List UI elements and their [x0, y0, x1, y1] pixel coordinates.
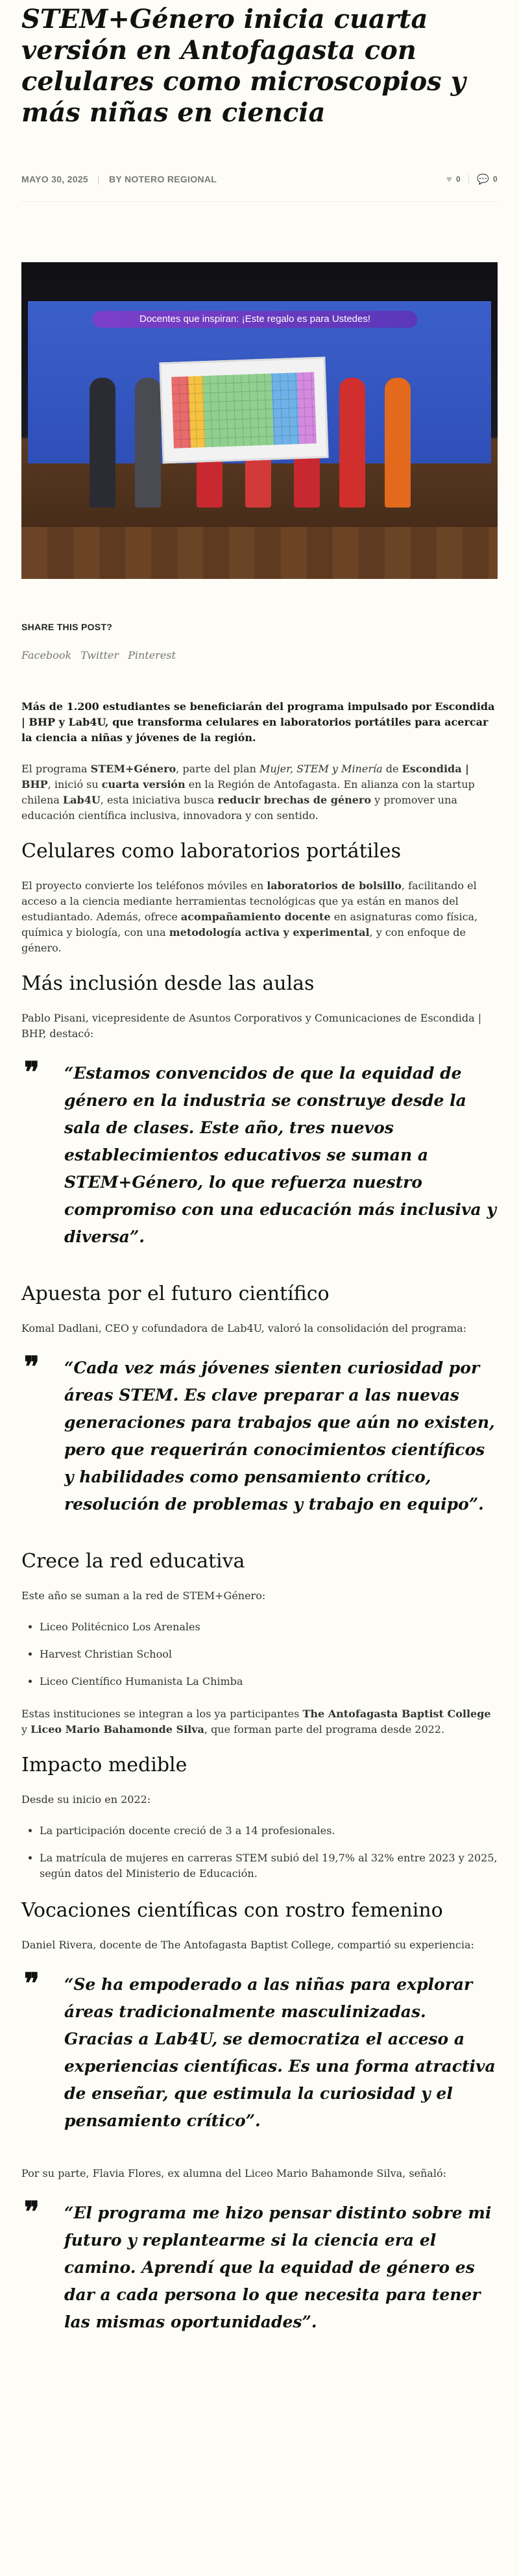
like-button[interactable]	[446, 174, 461, 185]
text-bold: metodología activa y experimental	[169, 926, 370, 938]
article-lead: Más de 1.200 estudiantes se beneficiarán del programa impulsado por Escondida | BHP y Lab4U, que transforma celulares en laboratorios portátiles para acercar la ciencia a niñas y jóvenes de la región.	[21, 700, 495, 744]
blockquote	[21, 1351, 498, 1518]
paragraph: Desde su inicio en 2022:	[21, 1793, 151, 1806]
text: , parte del plan	[176, 763, 260, 775]
text-bold: Liceo Mario Bahamonde Silva	[30, 1723, 204, 1736]
text-bold: reducir brechas de género	[217, 794, 372, 806]
quote-text: “Cada vez más jóvenes sienten curiosidad por áreas STEM. Es clave preparar a las nuevas generaciones para trabajos que aún no existen, pero que requerirán conocimientos científicos y habilidades como pensamiento crítico, resolución de problemas y trabajo en equipo”.	[64, 1358, 495, 1514]
quote-text: “Se ha empoderado a las niñas para explorar áreas tradicionalmente masculinizadas. Gracias a Lab4U, se democratiza el acceso a experiencias científicas. Es una forma atractiva de enseñar, que estimula la curiosidad y el pensamiento crítico”.	[64, 1975, 496, 2130]
share-pinterest-link[interactable]: Pinterest	[128, 649, 176, 661]
text-bold: Lab4U	[62, 794, 101, 806]
section-heading: Crece la red educativa	[21, 1550, 245, 1573]
text-bold: cuarta versión	[101, 778, 186, 791]
article-title: STEM+Género inicia cuarta versión en Antofagasta con celulares como microscopios y más niñas en ciencia	[21, 4, 466, 128]
periodic-table-board	[159, 357, 328, 464]
share-facebook-link[interactable]: Facebook	[21, 649, 72, 661]
text: y promover una educación científica inclusiva, innovadora y con sentido.	[21, 794, 457, 822]
hero-person	[385, 378, 411, 508]
text: , inició su	[47, 778, 102, 791]
article-date[interactable]: MAYO 30, 2025	[21, 174, 89, 184]
paragraph: Daniel Rivera, docente de The Antofagasta Baptist College, compartió su experiencia:	[21, 1939, 474, 1951]
section-heading: Más inclusión desde las aulas	[21, 972, 315, 995]
text: Estas instituciones se integran a los ya participantes	[21, 1708, 303, 1720]
quote-text: “El programa me hizo pensar distinto sobre mi futuro y replantearme si la ciencia era el camino. Aprendí que la equidad de género es dar a cada persona lo que necesita para tener las mismas oportunidades”.	[64, 2203, 492, 2331]
like-count: 0	[456, 175, 461, 184]
section-heading: Celulares como laboratorios portátiles	[21, 840, 401, 863]
quote-icon: ❞	[24, 2196, 40, 2229]
list-item: • La matrícula de mujeres en carreras STEM subió del 19,7% al 32% entre 2023 y 2025, según datos del Ministerio de Educación.	[40, 1850, 498, 1882]
comment-button[interactable]	[477, 173, 498, 185]
text-bold: Escondida | BHP	[21, 763, 469, 791]
paragraph	[21, 761, 498, 824]
list-item: • La participación docente creció de 3 a 14 profesionales.	[40, 1823, 498, 1839]
text: de	[382, 763, 402, 775]
share-links	[21, 649, 498, 661]
article-body	[21, 699, 498, 2336]
article-meta	[21, 166, 498, 192]
impact-list	[21, 1823, 498, 1882]
periodic-table-grid	[171, 372, 317, 448]
hero-floor	[21, 527, 498, 579]
paragraph	[21, 878, 498, 956]
text: en asignaturas como física, química y biología, con una	[21, 911, 478, 938]
text: , que forman parte del programa desde 2022.	[204, 1723, 445, 1736]
quote-text: “Estamos convencidos de que la equidad de género en la industria se construye desde la sala de clases. Este año, tres nuevos establecimientos educativos se suman a STEM+Género, lo que refuerza nuestro compromiso con una educación más inclusiva y diversa”.	[64, 1064, 496, 1246]
paragraph	[21, 1706, 498, 1737]
comment-icon: 💬	[477, 174, 490, 185]
paragraph: Por su parte, Flavia Flores, ex alumna del Liceo Mario Bahamonde Silva, señaló:	[21, 2167, 446, 2179]
meta-divider	[468, 174, 469, 184]
text: , facilitando el acceso a la ciencia mediante herramientas tecnológicas que ya están en manos del estudiantado. Además, ofrece	[21, 879, 477, 923]
hero-person	[90, 378, 115, 508]
section-heading: Impacto medible	[21, 1754, 187, 1776]
list-item: • Liceo Científico Humanista La Chimba	[40, 1674, 498, 1689]
paragraph: Este año se suman a la red de STEM+Género:	[21, 1589, 266, 1602]
comment-count: 0	[493, 175, 498, 184]
paragraph: Pablo Pisani, vicepresidente de Asuntos Corporativos y Comunicaciones de Escondida | BHP, destacó:	[21, 1012, 482, 1040]
text: El proyecto convierte los teléfonos móviles en	[21, 879, 267, 892]
meta-separator: |	[97, 174, 100, 184]
meta-rule	[21, 201, 498, 202]
hero-banner: Docentes que inspiran: ¡Este regalo es para Ustedes!	[93, 311, 417, 328]
section-heading: Apuesta por el futuro científico	[21, 1282, 330, 1305]
quote-icon: ❞	[24, 1967, 40, 2000]
hero-person	[339, 378, 365, 508]
list-item: • Liceo Politécnico Los Arenales	[40, 1619, 498, 1635]
text: en la Región de Antofagasta. En alianza con la startup chilena	[21, 778, 475, 806]
article-byline[interactable]: BY NOTERO REGIONAL	[108, 174, 217, 184]
share-twitter-link[interactable]: Twitter	[80, 649, 119, 661]
blockquote	[21, 2196, 498, 2336]
paragraph: Komal Dadlani, CEO y cofundadora de Lab4U, valoró la consolidación del programa:	[21, 1322, 467, 1334]
text-bold: The Antofagasta Baptist College	[302, 1708, 491, 1720]
text-bold: laboratorios de bolsillo	[267, 879, 402, 892]
hero-image	[21, 262, 498, 579]
heart-icon: ♥	[446, 173, 453, 185]
blockquote	[21, 1056, 498, 1251]
text: , y con enfoque de género.	[21, 926, 466, 954]
text: y	[21, 1723, 31, 1736]
quote-icon: ❞	[24, 1351, 40, 1384]
section-heading: Vocaciones científicas con rostro femenino	[21, 1899, 443, 1922]
share-label: SHARE THIS POST?	[21, 622, 113, 632]
schools-list	[21, 1619, 498, 1689]
text-bold: acompañamiento docente	[180, 911, 331, 923]
text: El programa	[21, 763, 91, 775]
text-bold: STEM+Género	[90, 763, 176, 775]
text-italic: Mujer, STEM y Minería	[259, 763, 383, 775]
list-item: • Harvest Christian School	[40, 1647, 498, 1662]
text: , esta iniciativa busca	[100, 794, 218, 806]
blockquote	[21, 1967, 498, 2135]
quote-icon: ❞	[24, 1056, 40, 1089]
hero-person	[135, 378, 161, 508]
